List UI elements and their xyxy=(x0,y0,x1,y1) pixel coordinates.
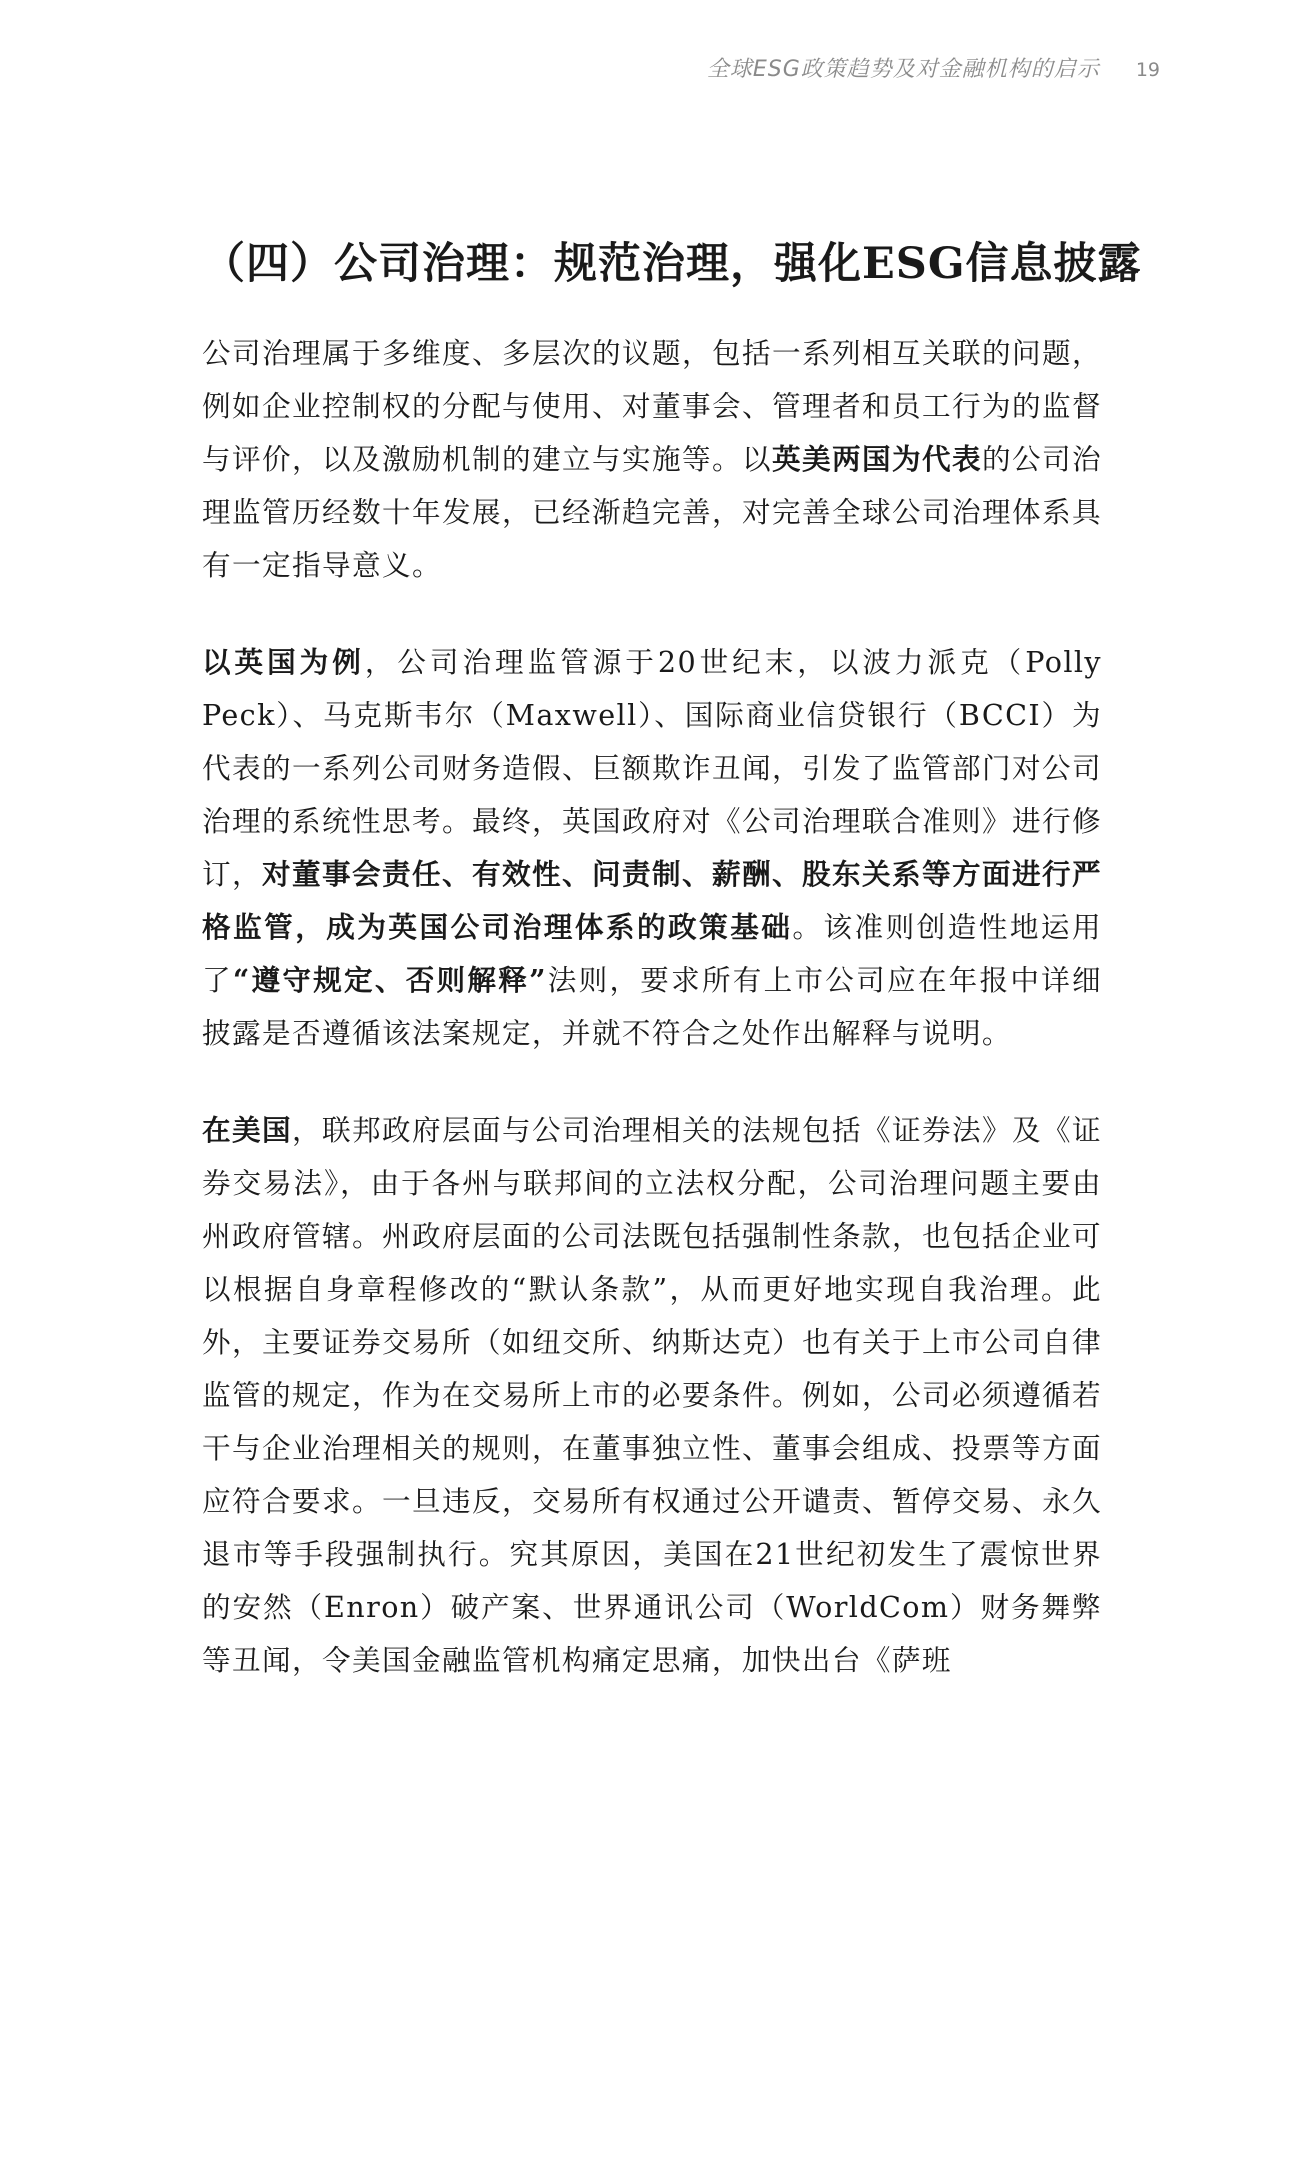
running-header xyxy=(707,52,1160,83)
emphasis-text: 以英国为例 xyxy=(202,645,365,679)
paragraph-text: 。该准则创造性地运用了 xyxy=(202,910,1102,997)
emphasis-text: 在美国 xyxy=(202,1113,292,1147)
emphasis-text: 对董事会责任、有效性、问责制、薪酬、股东关系等方面进行严格监管，成为英国公司治理体系的政策基础 xyxy=(202,857,1102,944)
paragraph-text: ，联邦政府层面与公司治理相关的法规包括《证券法》及《证券交易法》，由于各州与联邦间的立法权分配，公司治理问题主要由州政府管辖。州政府层面的公司法既包括强制性条款，也包括企业可以根据自身章程修改的“默认条款”，从而更好地实现自我治理。此外，主要证券交易所（如纽交所、纳斯达克）也有关于上市公司自律监管的规定，作为在交易所上市的必要条件。例如，公司必须遵循若干与企业治理相关的规则，在董事独立性、董事会组成、投票等方面应符合要求。一旦违反，交易所有权通过公开谴责、暂停交易、永久退市等手段强制执行。究其原因，美国在21世纪初发生了震惊世界的安然（Enron）破产案、世界通讯公司（WorldCom）财务舞弊等丑闻，令美国金融监管机构痛定思痛，加快出台《萨班 xyxy=(202,1113,1102,1677)
paragraph-2 xyxy=(202,636,1102,1060)
main-content xyxy=(202,230,1142,1731)
emphasis-text: 英美两国为代表 xyxy=(771,442,982,476)
paragraph-3 xyxy=(202,1104,1102,1687)
paragraph-text: 公司治理属于多维度、多层次的议题，包括一系列相互关联的问题，例如企业控制权的分配与使用、对董事会、管理者和员工行为的监督与评价，以及激励机制的建立与实施等。以 xyxy=(202,336,1102,476)
section-heading: （四）公司治理：规范治理，强化ESG信息披露 xyxy=(202,239,1142,289)
running-title: 全球ESG政策趋势及对金融机构的启示 xyxy=(706,57,1100,82)
emphasis-text: “遵守规定、否则解释” xyxy=(232,963,547,997)
paragraph-text: 法则，要求所有上市公司应在年报中详细披露是否遵循该法案规定，并就不符合之处作出解释与说明。 xyxy=(202,963,1102,1050)
paragraph-1 xyxy=(202,327,1102,592)
paragraph-text: ，公司治理监管源于20世纪末，以波力派克（Polly Peck）、马克斯韦尔（Maxwell）、国际商业信贷银行（BCCI）为代表的一系列公司财务造假、巨额欺诈丑闻，引发了监管部门对公司治理的系统性思考。最终，英国政府对《公司治理联合准则》进行修订， xyxy=(202,645,1102,891)
paragraph-text: 的公司治理监管历经数十年发展，已经渐趋完善，对完善全球公司治理体系具有一定指导意义。 xyxy=(202,442,1102,582)
page-number: 19 xyxy=(1135,59,1160,81)
